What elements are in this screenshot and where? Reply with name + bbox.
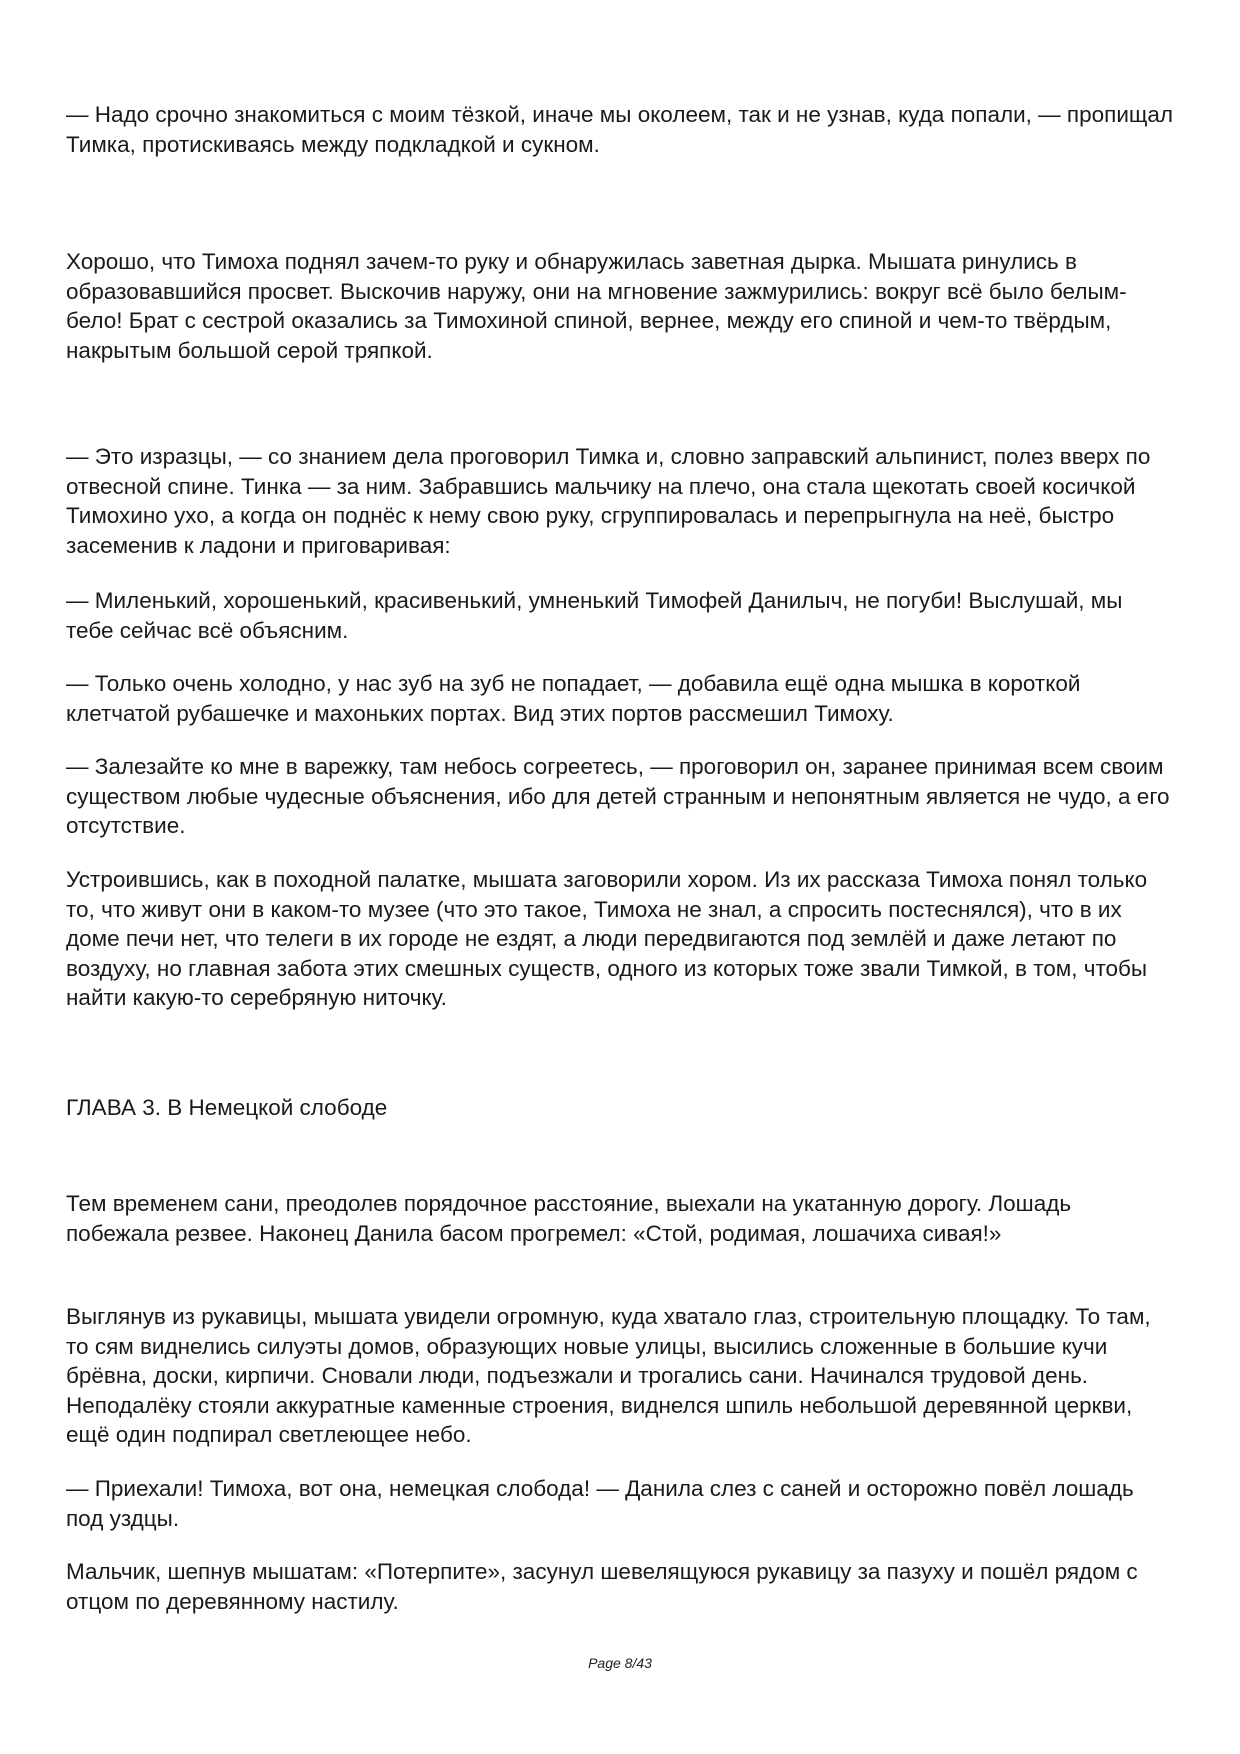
paragraph: Выглянув из рукавицы, мышата увидели огромную, куда хватало глаз, строительную площадку. То там, то сям виднелись силуэты домов, образующих новые улицы, высились сложенные в большие кучи брёвна, доски, кирпичи. Сновали люди, подъезжали и трогались сани. Начинался трудовой день. Неподалёку стояли аккуратные каменные строения, виднелся шпиль небольшой деревянной церкви, ещё один подпирал светлеющее небо. <box>66 1304 1151 1447</box>
paragraph: — Приехали! Тимоха, вот она, немецкая слобода! — Данила слез с саней и осторожно повёл лошадь под уздцы. <box>66 1476 1134 1531</box>
paragraph: — Залезайте ко мне в варежку, там небось согреетесь, — проговорил он, заранее принимая всем своим существом любые чудесные объяснения, ибо для детей странным и непонятным является не чудо, а его отсутствие. <box>66 754 1170 838</box>
page-number: Page 8/43 <box>588 1655 652 1671</box>
paragraph: — Только очень холодно, у нас зуб на зуб не попадает, — добавила ещё одна мышка в короткой клетчатой рубашечке и махоньких портах. Вид этих портов рассмешил Тимоху. <box>66 671 1081 726</box>
chapter-heading: ГЛАВА 3. В Немецкой слободе <box>66 1095 388 1120</box>
paragraph: — Миленький, хорошенький, красивенький, умненький Тимофей Данилыч, не погуби! Выслушай, мы тебе сейчас всё объясним. <box>66 588 1123 643</box>
paragraph: — Это изразцы, — со знанием дела проговорил Тимка и, словно заправский альпинист, полез вверх по отвесной спине. Тинка — за ним. Забравшись мальчику на плечо, она стала щекотать своей косичкой Тимохино ухо, а когда он поднёс к нему свою руку, сгруппировалась и перепрыгнула на неё, быстро засеменив к ладони и приговаривая: <box>66 444 1151 558</box>
paragraph: Устроившись, как в походной палатке, мышата заговорили хором. Из их рассказа Тимоха понял только то, что живут они в каком-то музее (что это такое, Тимоха не знал, а спросить постеснялся), что в их доме печи нет, что телеги в их городе не ездят, а люди передвигаются под землёй и даже летают по воздуху, но главная забота этих смешных существ, одного из которых тоже звали Тимкой, в том, чтобы найти какую-то серебряную ниточку. <box>66 867 1148 1010</box>
paragraph: Тем временем сани, преодолев порядочное расстояние, выехали на укатанную дорогу. Лошадь побежала резвее. Наконец Данила басом прогремел: «Стой, родимая, лошачиха сивая!» <box>66 1191 1072 1246</box>
paragraph: Мальчик, шепнув мышатам: «Потерпите», засунул шевелящуюся рукавицу за пазуху и пошёл рядом с отцом по деревянному настилу. <box>66 1559 1138 1614</box>
paragraph: Хорошо, что Тимоха поднял зачем-то руку и обнаружилась заветная дырка. Мышата ринулись в образовавшийся просвет. Выскочив наружу, они на мгновение зажмурились: вокруг всё было белым-бело! Брат с сестрой оказались за Тимохиной спиной, вернее, между его спиной и чем-то твёрдым, накрытым большой серой тряпкой. <box>66 249 1127 363</box>
paragraph: — Надо срочно знакомиться с моим тёзкой, иначе мы околеем, так и не узнав, куда попали, — пропищал Тимка, протискиваясь между подкладкой и сукном. <box>66 102 1174 157</box>
